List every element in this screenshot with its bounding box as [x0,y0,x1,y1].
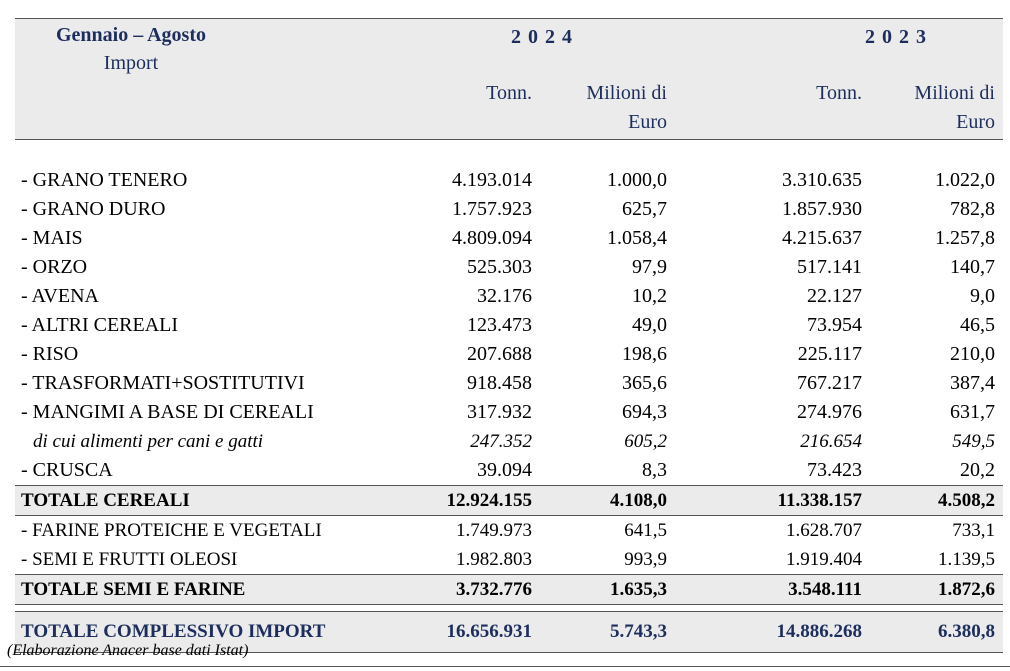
row-label: - MANGIMI A BASE DI CEREALI [21,401,314,423]
spacer-row [15,140,1003,167]
total-cereali-row [15,486,1003,516]
total-cereali-eur-2024: 4.108,0 [540,486,675,516]
row-tonn-2023: 216.654 [800,431,862,452]
row-eur-2023: 1.022,0 [935,169,995,191]
total-import-tonn-2024: 16.656.931 [415,612,540,653]
row-eur-2023: 782,8 [950,198,995,220]
row-eur-2023: 140,7 [950,256,995,278]
row-tonn-2024: 525.303 [467,256,532,278]
total-import-eur-2023: 6.380,8 [870,612,1003,653]
table-row [15,224,1003,253]
table-row [15,427,1003,456]
cereal-rows [15,166,1003,486]
row-label: - RISO [21,343,79,365]
row-tonn-2023: 1.919.404 [786,549,862,570]
table-row [15,545,1003,575]
row-tonn-2023: 3.310.635 [782,169,862,191]
row-label: - ORZO [21,256,88,278]
table-row [15,456,1003,486]
row-eur-2023: 20,2 [960,459,995,481]
row-eur-2023: 549,5 [952,431,995,452]
total-import-label: TOTALE COMPLESSIVO IMPORT [15,612,415,653]
row-eur-2024: 97,9 [632,256,667,278]
unit-tonn-2023: Tonn. [675,81,870,110]
row-eur-2024: 198,6 [622,343,667,365]
row-tonn-2024: 4.809.094 [452,227,532,249]
total-cereali-tonn-2023: 11.338.157 [675,486,870,516]
table-title-cell [15,19,415,53]
row-tonn-2024: 123.473 [467,314,532,336]
header-row-units-1 [15,81,1003,110]
year-2023-header: 2023 [675,19,1003,53]
header-row-subtitle [15,52,1003,81]
header-row-years [15,19,1003,53]
unit-eur-2024-line1: Milioni di [540,81,675,110]
row-tonn-2024: 1.757.923 [452,198,532,220]
row-tonn-2023: 22.127 [807,285,862,307]
row-tonn-2023: 73.954 [807,314,862,336]
unit-eur-2023-line2: Euro [870,110,1003,140]
row-eur-2024: 10,2 [632,285,667,307]
row-tonn-2024: 1.749.973 [456,520,532,541]
unit-eur-2024-line2: Euro [540,110,675,140]
table-row [15,398,1003,427]
row-eur-2023: 1.257,8 [935,227,995,249]
table-row [15,253,1003,282]
table-row [15,195,1003,224]
row-eur-2023: 9,0 [970,285,995,307]
total-semi-row [15,575,1003,605]
row-tonn-2024: 918.458 [467,372,532,394]
table-row [15,282,1003,311]
row-eur-2024: 8,3 [642,459,667,481]
row-eur-2024: 694,3 [622,401,667,423]
row-eur-2024: 605,2 [624,431,667,452]
total-semi-eur-2024: 1.635,3 [540,575,675,605]
unit-tonn-2024: Tonn. [415,81,540,110]
table-row [15,166,1003,195]
table-row [15,516,1003,546]
row-eur-2024: 641,5 [624,520,667,541]
table-title: Gennaio – Agosto [55,24,207,46]
row-tonn-2023: 225.117 [797,343,862,365]
table-subtitle-cell [15,52,415,81]
row-tonn-2023: 1.628.707 [786,520,862,541]
row-tonn-2023: 517.141 [797,256,862,278]
row-label: - AVENA [21,285,99,307]
source-note: (Elaborazione Anacer base dati Istat) [7,642,249,659]
row-tonn-2024: 32.176 [477,285,532,307]
year-2024-header: 2024 [415,19,675,53]
row-eur-2023: 631,7 [950,401,995,423]
row-eur-2024: 365,6 [622,372,667,394]
total-semi-tonn-2024: 3.732.776 [415,575,540,605]
row-label: - GRANO TENERO [21,169,188,191]
row-tonn-2024: 247.352 [470,431,532,452]
row-label: - MAIS [21,227,83,249]
row-label: - ALTRI CEREALI [21,314,179,336]
header-row-units-2 [15,110,1003,140]
row-eur-2023: 387,4 [950,372,995,394]
row-tonn-2024: 317.932 [467,401,532,423]
bottom-divider [0,666,1010,667]
unit-eur-2023-line1: Milioni di [870,81,1003,110]
row-tonn-2023: 73.423 [807,459,862,481]
row-eur-2024: 49,0 [632,314,667,336]
row-eur-2023: 733,1 [952,520,995,541]
row-tonn-2023: 767.217 [797,372,862,394]
row-label: - FARINE PROTEICHE E VEGETALI [21,520,322,541]
total-import-tonn-2023: 14.886.268 [675,612,870,653]
row-tonn-2024: 1.982.803 [456,549,532,570]
row-eur-2024: 1.058,4 [607,227,667,249]
table-subtitle: Import [103,52,159,74]
row-tonn-2024: 4.193.014 [452,169,532,191]
table-row [15,369,1003,398]
import-table [15,18,1003,653]
semi-rows [15,516,1003,575]
spacer-row-2 [15,605,1003,612]
row-label: di cui alimenti per cani e gatti [33,431,264,452]
row-label: - TRASFORMATI+SOSTITUTIVI [21,372,305,394]
row-label: - CRUSCA [21,459,113,481]
row-tonn-2023: 4.215.637 [782,227,862,249]
row-eur-2024: 625,7 [622,198,667,220]
row-tonn-2023: 274.976 [797,401,862,423]
row-eur-2023: 210,0 [950,343,995,365]
table-row [15,340,1003,369]
row-eur-2024: 993,9 [624,549,667,570]
table-row [15,311,1003,340]
total-semi-label: TOTALE SEMI E FARINE [15,575,415,605]
row-label: - GRANO DURO [21,198,166,220]
total-semi-tonn-2023: 3.548.111 [675,575,870,605]
total-import-eur-2024: 5.743,3 [540,612,675,653]
import-table-wrapper [15,18,1003,653]
row-tonn-2024: 207.688 [467,343,532,365]
row-eur-2024: 1.000,0 [607,169,667,191]
row-label: - SEMI E FRUTTI OLEOSI [21,549,238,570]
total-semi-eur-2023: 1.872,6 [870,575,1003,605]
row-tonn-2024: 39.094 [477,459,532,481]
row-eur-2023: 1.139,5 [938,549,995,570]
row-tonn-2023: 1.857.930 [782,198,862,220]
total-cereali-tonn-2024: 12.924.155 [415,486,540,516]
total-cereali-label: TOTALE CEREALI [15,486,415,516]
total-cereali-eur-2023: 4.508,2 [870,486,1003,516]
row-eur-2023: 46,5 [960,314,995,336]
